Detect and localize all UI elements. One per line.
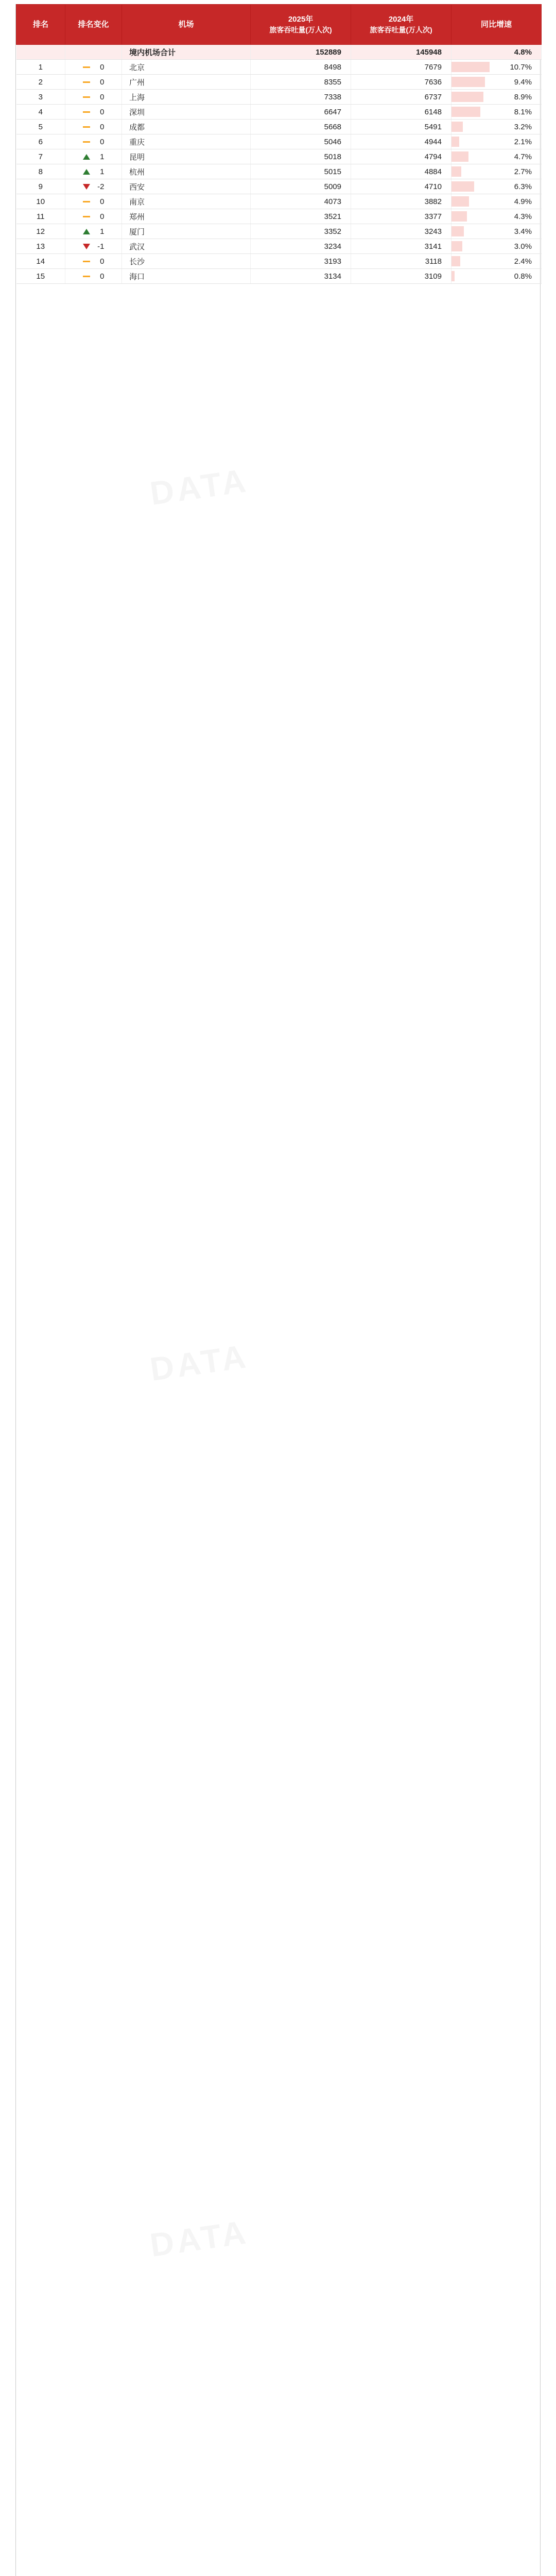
rank-change-cell bbox=[65, 134, 122, 149]
rank-change-value: 0 bbox=[100, 77, 105, 87]
watermark-text: DATA bbox=[147, 461, 251, 513]
rank-change-cell bbox=[65, 149, 122, 164]
growth-cell bbox=[451, 179, 542, 194]
passengers-2024-cell: 7679 bbox=[351, 60, 451, 75]
airport-name-cell: 厦门 bbox=[122, 224, 251, 239]
table-row bbox=[16, 254, 542, 269]
header-2025-sub: 旅客吞吐量(万人次) bbox=[269, 25, 332, 34]
passengers-2024-cell: 6148 bbox=[351, 105, 451, 120]
rank-change-cell bbox=[65, 224, 122, 239]
arrow-up-icon bbox=[83, 229, 90, 234]
passengers-2025-cell: 7338 bbox=[251, 90, 351, 105]
dash-icon bbox=[83, 216, 90, 217]
total-2024: 145948 bbox=[351, 45, 451, 60]
dash-icon bbox=[83, 66, 90, 68]
rank-cell: 2 bbox=[16, 75, 65, 90]
passengers-2024-cell: 3109 bbox=[351, 269, 451, 284]
airport-name-cell: 南京 bbox=[122, 194, 251, 209]
passengers-2024-cell: 7636 bbox=[351, 75, 451, 90]
growth-value: 4.9% bbox=[514, 197, 532, 206]
growth-value: 8.9% bbox=[514, 92, 532, 101]
rank-change-value: 0 bbox=[100, 272, 105, 281]
rank-change-value: 0 bbox=[100, 257, 105, 266]
passengers-2025-cell: 3352 bbox=[251, 224, 351, 239]
rank-change-cell bbox=[65, 194, 122, 209]
airport-name-cell: 杭州 bbox=[122, 164, 251, 179]
growth-cell bbox=[451, 239, 542, 254]
table-row bbox=[16, 179, 542, 194]
growth-cell bbox=[451, 254, 542, 269]
growth-cell bbox=[451, 134, 542, 149]
growth-value: 3.4% bbox=[514, 227, 532, 236]
passengers-2025-cell: 5046 bbox=[251, 134, 351, 149]
passengers-2024-cell: 5491 bbox=[351, 120, 451, 134]
rank-cell: 11 bbox=[16, 209, 65, 224]
growth-bar bbox=[451, 256, 460, 266]
airport-name-cell: 长沙 bbox=[122, 254, 251, 269]
rank-cell: 9 bbox=[16, 179, 65, 194]
growth-value: 2.1% bbox=[514, 137, 532, 146]
growth-cell bbox=[451, 194, 542, 209]
growth-bar bbox=[451, 241, 462, 251]
total-2025: 152889 bbox=[251, 45, 351, 60]
dash-icon bbox=[83, 81, 90, 83]
airport-name-cell: 武汉 bbox=[122, 239, 251, 254]
growth-bar bbox=[451, 196, 469, 207]
passengers-2025-cell: 4073 bbox=[251, 194, 351, 209]
passengers-2024-cell: 4944 bbox=[351, 134, 451, 149]
table-header-row bbox=[16, 5, 542, 45]
watermark-text: DATA bbox=[147, 1337, 251, 1388]
rank-change-value: 1 bbox=[100, 167, 105, 176]
passengers-2024-cell: 4794 bbox=[351, 149, 451, 164]
growth-cell bbox=[451, 120, 542, 134]
growth-value: 2.4% bbox=[514, 257, 532, 266]
passengers-2024-cell: 3118 bbox=[351, 254, 451, 269]
dash-icon bbox=[83, 261, 90, 262]
table-row bbox=[16, 75, 542, 90]
growth-bar bbox=[451, 137, 459, 147]
airport-name-cell: 海口 bbox=[122, 269, 251, 284]
passengers-2025-cell: 3134 bbox=[251, 269, 351, 284]
growth-cell bbox=[451, 209, 542, 224]
airport-name-cell: 西安 bbox=[122, 179, 251, 194]
rank-cell: 3 bbox=[16, 90, 65, 105]
dash-icon bbox=[83, 276, 90, 277]
rank-change-value: -1 bbox=[97, 242, 105, 251]
table-row bbox=[16, 194, 542, 209]
growth-bar bbox=[451, 122, 463, 132]
rank-change-cell bbox=[65, 209, 122, 224]
rank-cell: 15 bbox=[16, 269, 65, 284]
rank-cell: 12 bbox=[16, 224, 65, 239]
rank-change-cell bbox=[65, 60, 122, 75]
passengers-2024-cell: 4710 bbox=[351, 179, 451, 194]
table-row bbox=[16, 224, 542, 239]
airport-name-cell: 成都 bbox=[122, 120, 251, 134]
table-row bbox=[16, 149, 542, 164]
airport-name-cell: 北京 bbox=[122, 60, 251, 75]
passengers-2025-cell: 8355 bbox=[251, 75, 351, 90]
passengers-2025-cell: 3521 bbox=[251, 209, 351, 224]
growth-cell bbox=[451, 90, 542, 105]
passengers-2025-cell: 5668 bbox=[251, 120, 351, 134]
passengers-2024-cell: 3882 bbox=[351, 194, 451, 209]
airport-name-cell: 广州 bbox=[122, 75, 251, 90]
growth-cell bbox=[451, 60, 542, 75]
passengers-2025-cell: 5018 bbox=[251, 149, 351, 164]
growth-cell bbox=[451, 105, 542, 120]
rank-cell: 7 bbox=[16, 149, 65, 164]
rank-change-cell bbox=[65, 254, 122, 269]
header-growth: 同比增速 bbox=[451, 5, 542, 45]
growth-bar bbox=[451, 77, 485, 87]
growth-value: 2.7% bbox=[514, 167, 532, 176]
arrow-up-icon bbox=[83, 154, 90, 160]
rank-cell: 10 bbox=[16, 194, 65, 209]
ranking-table-page bbox=[15, 4, 541, 2576]
total-growth: 4.8% bbox=[451, 45, 542, 60]
header-rank: 排名 bbox=[16, 5, 65, 45]
rank-change-cell bbox=[65, 105, 122, 120]
airport-name-cell: 深圳 bbox=[122, 105, 251, 120]
table-row bbox=[16, 164, 542, 179]
passengers-2025-cell: 5015 bbox=[251, 164, 351, 179]
rank-cell: 5 bbox=[16, 120, 65, 134]
rank-cell: 1 bbox=[16, 60, 65, 75]
table-row bbox=[16, 269, 542, 284]
growth-value: 8.1% bbox=[514, 107, 532, 116]
watermark-text: DATA bbox=[147, 2213, 251, 2264]
rank-cell: 8 bbox=[16, 164, 65, 179]
rank-change-value: 0 bbox=[100, 92, 105, 101]
arrow-up-icon bbox=[83, 169, 90, 175]
passengers-2024-cell: 4884 bbox=[351, 164, 451, 179]
rank-change-cell bbox=[65, 164, 122, 179]
growth-bar bbox=[451, 151, 468, 162]
growth-value: 6.3% bbox=[514, 182, 532, 191]
passengers-2024-cell: 3141 bbox=[351, 239, 451, 254]
passengers-2024-cell: 6737 bbox=[351, 90, 451, 105]
dash-icon bbox=[83, 96, 90, 98]
growth-bar bbox=[451, 92, 483, 102]
rank-change-value: 0 bbox=[100, 212, 105, 221]
growth-bar bbox=[451, 211, 467, 222]
header-2024 bbox=[351, 5, 451, 45]
header-2024-sub: 旅客吞吐量(万人次) bbox=[370, 25, 432, 34]
growth-bar bbox=[451, 181, 474, 192]
growth-value: 0.8% bbox=[514, 272, 532, 281]
growth-value: 10.7% bbox=[510, 62, 532, 72]
growth-bar bbox=[451, 271, 455, 281]
table-row bbox=[16, 209, 542, 224]
growth-value: 3.0% bbox=[514, 242, 532, 251]
rank-change-cell bbox=[65, 90, 122, 105]
arrow-down-icon bbox=[83, 184, 90, 190]
growth-bar bbox=[451, 62, 490, 72]
rank-change-cell bbox=[65, 269, 122, 284]
growth-value: 4.3% bbox=[514, 212, 532, 221]
dash-icon bbox=[83, 201, 90, 202]
header-change: 排名变化 bbox=[65, 5, 122, 45]
passengers-2025-cell: 5009 bbox=[251, 179, 351, 194]
header-2024-year: 2024年 bbox=[388, 14, 414, 24]
rank-cell: 14 bbox=[16, 254, 65, 269]
header-name: 机场 bbox=[122, 5, 251, 45]
rank-change-value: -2 bbox=[97, 182, 105, 191]
passengers-2025-cell: 8498 bbox=[251, 60, 351, 75]
rank-change-cell bbox=[65, 179, 122, 194]
rank-cell: 4 bbox=[16, 105, 65, 120]
rank-change-cell bbox=[65, 120, 122, 134]
header-2025-year: 2025年 bbox=[288, 14, 314, 24]
rank-change-value: 1 bbox=[100, 227, 105, 236]
growth-bar bbox=[451, 166, 461, 177]
dash-icon bbox=[83, 126, 90, 128]
passengers-2024-cell: 3243 bbox=[351, 224, 451, 239]
growth-bar bbox=[451, 226, 464, 236]
rank-change-value: 1 bbox=[100, 152, 105, 161]
rank-change-cell bbox=[65, 75, 122, 90]
airport-name-cell: 重庆 bbox=[122, 134, 251, 149]
total-name: 境内机场合计 bbox=[122, 45, 251, 60]
table-row bbox=[16, 134, 542, 149]
airport-name-cell: 昆明 bbox=[122, 149, 251, 164]
rank-cell: 13 bbox=[16, 239, 65, 254]
passengers-2025-cell: 3234 bbox=[251, 239, 351, 254]
rank-change-value: 0 bbox=[100, 62, 105, 72]
rank-change-value: 0 bbox=[100, 122, 105, 131]
growth-value: 4.7% bbox=[514, 152, 532, 161]
growth-cell bbox=[451, 149, 542, 164]
growth-value: 9.4% bbox=[514, 77, 532, 87]
rank-change-cell bbox=[65, 239, 122, 254]
rank-change-value: 0 bbox=[100, 137, 105, 146]
airport-name-cell: 郑州 bbox=[122, 209, 251, 224]
dash-icon bbox=[83, 111, 90, 113]
passengers-2024-cell: 3377 bbox=[351, 209, 451, 224]
header-2025 bbox=[251, 5, 351, 45]
rank-change-value: 0 bbox=[100, 197, 105, 206]
passengers-2025-cell: 6647 bbox=[251, 105, 351, 120]
airport-name-cell: 上海 bbox=[122, 90, 251, 105]
growth-cell bbox=[451, 164, 542, 179]
dash-icon bbox=[83, 141, 90, 143]
growth-cell bbox=[451, 75, 542, 90]
table-row bbox=[16, 60, 542, 75]
table-row bbox=[16, 239, 542, 254]
rank-change-value: 0 bbox=[100, 107, 105, 116]
table-row-total bbox=[16, 45, 542, 60]
table-row bbox=[16, 90, 542, 105]
growth-bar bbox=[451, 107, 480, 117]
airport-ranking-table bbox=[16, 4, 542, 284]
passengers-2025-cell: 3193 bbox=[251, 254, 351, 269]
rank-cell: 6 bbox=[16, 134, 65, 149]
table-row bbox=[16, 105, 542, 120]
growth-cell bbox=[451, 224, 542, 239]
arrow-down-icon bbox=[83, 244, 90, 249]
total-change bbox=[65, 45, 122, 60]
total-rank bbox=[16, 45, 65, 60]
table-row bbox=[16, 120, 542, 134]
growth-cell bbox=[451, 269, 542, 284]
growth-value: 3.2% bbox=[514, 122, 532, 131]
